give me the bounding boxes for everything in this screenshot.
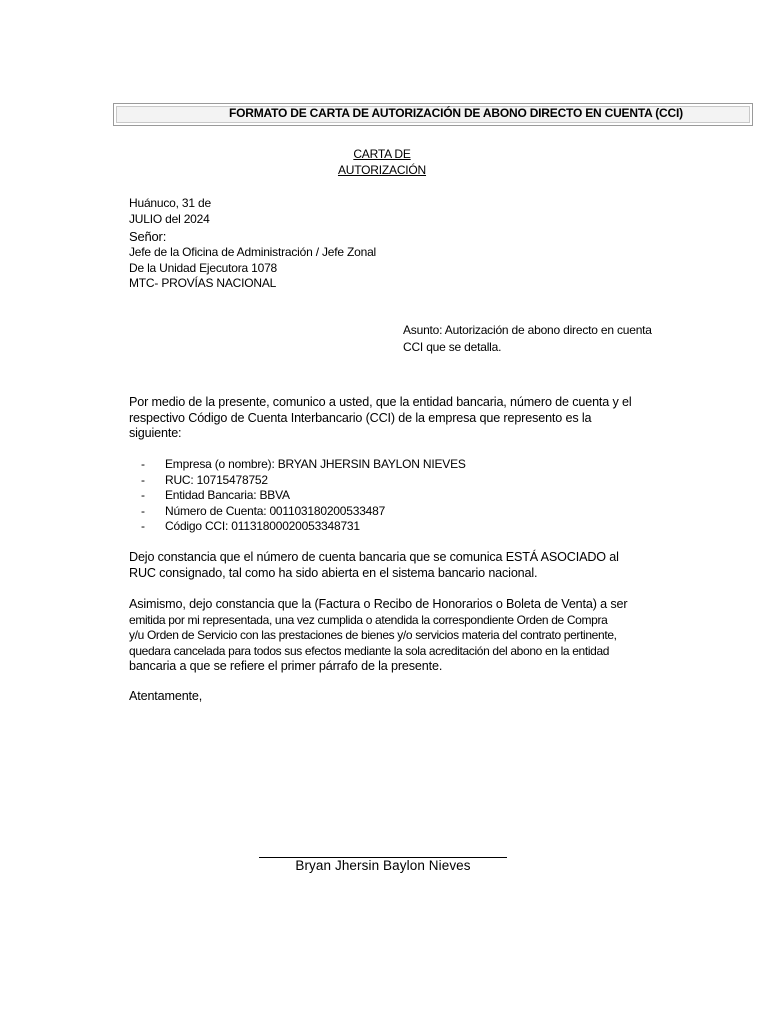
paragraph-line: Por medio de la presente, comunico a usted, que la entidad bancaria, número de cuenta y el: [129, 395, 632, 409]
letter-title-line-1: CARTA DE: [353, 147, 411, 161]
invoice-paragraph: [129, 597, 627, 675]
recipient-line: De la Unidad Ejecutora 1078: [129, 260, 278, 275]
bullet-dash: -: [141, 519, 145, 533]
paragraph-line: RUC consignado, tal como ha sido abierta en el sistema bancario nacional.: [129, 565, 538, 580]
bullet-dash: -: [141, 457, 145, 471]
detail-company: Empresa (o nombre): BRYAN JHERSIN BAYLON NIEVES: [165, 457, 466, 471]
date-line-1: Huánuco, 31 de: [129, 196, 211, 210]
letter-title-line-2: AUTORIZACIÓN: [337, 162, 427, 177]
subject-block: [403, 322, 652, 356]
detail-cci-code: Código CCI: 01131800020053348731: [165, 519, 360, 533]
subject-line-1: Asunto: Autorización de abono directo en cuenta: [403, 323, 652, 337]
detail-ruc: RUC: 10715478752: [165, 472, 268, 487]
detail-account-number: Número de Cuenta: 001103180200533487: [165, 503, 386, 518]
paragraph-line: bancaria a que se refiere el primer párrafo de la presente.: [129, 659, 443, 673]
recipient-line: MTC- PROVÍAS NACIONAL: [129, 276, 277, 290]
bullet-dash: -: [141, 488, 145, 502]
paragraph-line: Asimismo, dejo constancia que la (Factura o Recibo de Honorarios o Boleta de Venta) a ser: [129, 597, 628, 611]
paragraph-line: y/u Orden de Servicio con las prestaciones de bienes y/o servicios materia del contrato pertinente,: [129, 628, 617, 642]
bullet-dash: -: [141, 472, 145, 487]
paragraph-line: Dejo constancia que el número de cuenta bancaria que se comunica ESTÁ ASOCIADO al: [129, 550, 619, 564]
paragraph-line: respectivo Código de Cuenta Interbancario (CCI) de la empresa que represento es la: [129, 410, 592, 425]
recipient-line: Jefe de la Oficina de Administración / Jefe Zonal: [129, 245, 377, 259]
date-line-2: JULIO del 2024: [129, 211, 210, 226]
letter-date: [129, 196, 211, 227]
subject-line-2: CCI que se detalla.: [403, 340, 502, 354]
letter-title: [330, 147, 434, 178]
detail-bank: Entidad Bancaria: BBVA: [165, 488, 290, 502]
paragraph-line: emitida por mi representada, una vez cumplida o atendida la correspondiente Orden de Compra: [129, 612, 608, 627]
signature-name: Bryan Jhersin Baylon Nieves: [295, 858, 471, 873]
intro-paragraph: [129, 395, 631, 442]
paragraph-line: siguiente:: [129, 426, 182, 440]
bullet-dash: -: [141, 503, 145, 518]
constancy-paragraph: [129, 550, 619, 581]
document-header-title: FORMATO DE CARTA DE AUTORIZACIÓN DE ABONO DIRECTO EN CUENTA (CCI): [229, 106, 683, 120]
recipient-salutation: Señor:: [129, 229, 167, 244]
paragraph-line: quedara cancelada para todos sus efectos mediante la sola acreditación del abono en la entidad: [129, 643, 610, 658]
recipient-block: [129, 229, 376, 292]
closing: Atentamente,: [129, 689, 203, 703]
